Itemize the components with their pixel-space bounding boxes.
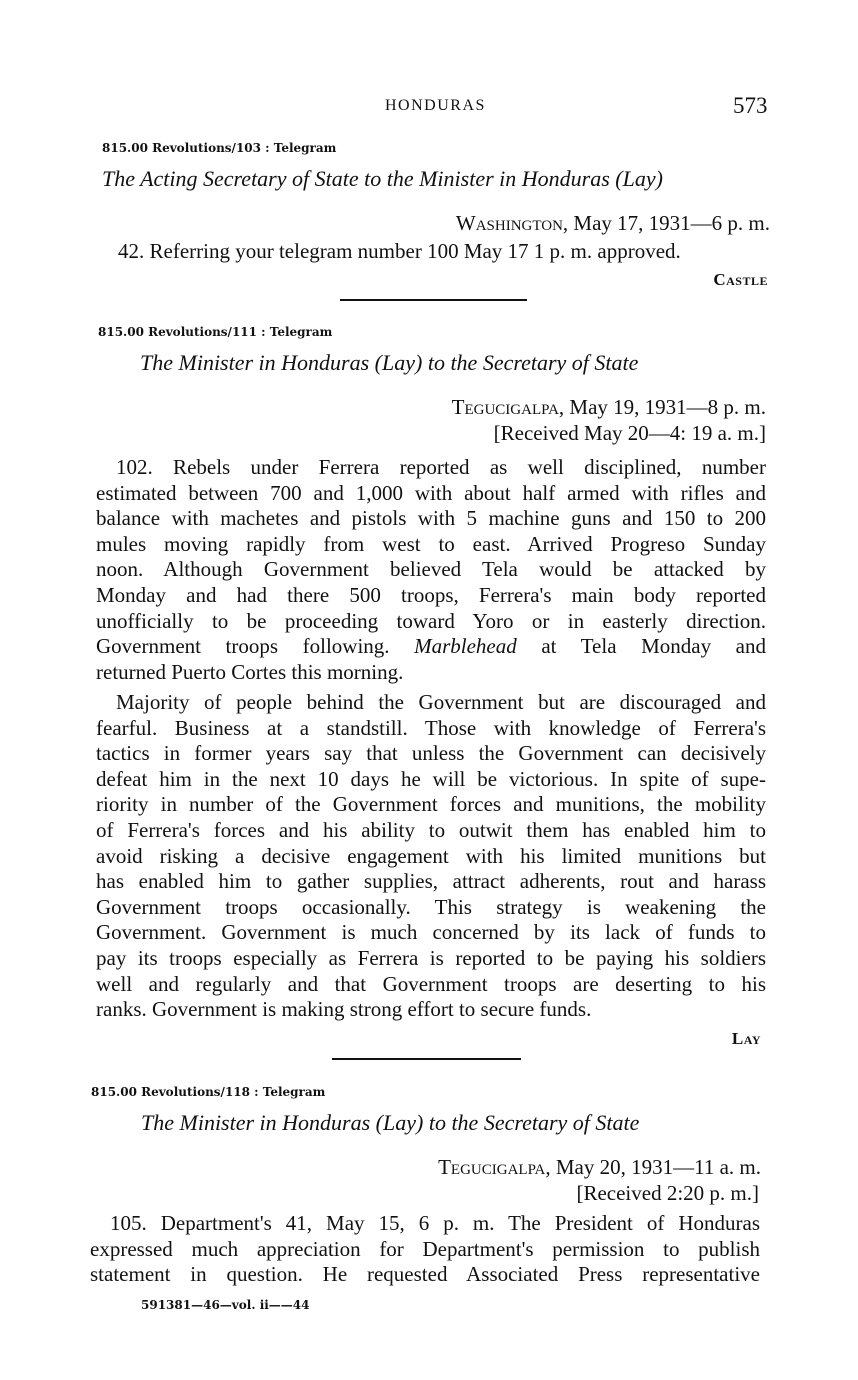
text-line: expressed much appreciation for Department's permission to publish — [90, 1236, 760, 1261]
text-line: pay its troops especially as Ferrera is reported to be paying his soldiers — [96, 945, 766, 970]
text-fragment: at Tela Monday and — [541, 634, 766, 659]
text-line: well and regularly and that Government troops are deserting to his — [96, 971, 766, 996]
text-line: defeat him in the next 10 days he will be victorious. In spite of supe- — [96, 766, 766, 791]
doc3-dateline-place: Tegucigalpa — [438, 1155, 546, 1179]
text-line: tactics in former years say that unless the Government can decisively — [96, 741, 766, 766]
running-head: HONDURAS — [385, 97, 486, 114]
doc1-title — [102, 166, 663, 192]
doc2-title: The Minister in Honduras (Lay) to the Secretary of State — [140, 350, 639, 375]
section-divider-1 — [340, 299, 527, 301]
doc1-dateline-place: Washington — [455, 211, 563, 235]
doc3-dateline — [438, 1155, 761, 1180]
doc2-dateline-rest: , May 19, 1931—8 p. m. — [558, 395, 766, 419]
doc2-file-reference: 815.00 Revolutions/111 : Telegram — [98, 325, 333, 339]
doc3-dateline-rest: , May 20, 1931—11 a. m. — [545, 1155, 761, 1179]
text-line: estimated between 700 and 1,000 with about half armed with rifles and — [96, 480, 766, 505]
ship-name: Marblehead — [414, 634, 517, 659]
doc1-title-post: ) — [655, 166, 663, 191]
doc3-received-note: [Received 2:20 p. m.] — [576, 1181, 759, 1205]
text-line: unofficially to be proceeding toward Yoro or in easterly direction. — [96, 608, 766, 633]
doc1-dateline — [456, 211, 770, 236]
doc2-signature: Lay — [731, 1029, 761, 1048]
doc1-signature: Castle — [713, 270, 768, 289]
text-line: balance with machetes and pistols with 5 machine guns and 150 to 200 — [96, 506, 766, 531]
page-number: 573 — [733, 93, 768, 118]
doc2-dateline — [452, 395, 766, 420]
text-line: mules moving rapidly from west to east. Arrived Progreso Sunday — [96, 531, 766, 556]
text-line: Majority of people behind the Government but are discouraged and — [116, 690, 766, 714]
doc2-paragraph-2 — [96, 690, 766, 1023]
doc1-title-name: Lay — [622, 166, 656, 191]
doc3-paragraph — [90, 1211, 760, 1288]
text-line: Monday and had there 500 troops, Ferrera's main body reported — [96, 582, 766, 607]
text-line: 102. Rebels under Ferrera reported as well disciplined, number — [116, 455, 766, 479]
text-line: avoid risking a decisive engagement with his limited munitions but — [96, 843, 766, 868]
text-line: riority in number of the Government forces and munitions, the mobility — [96, 792, 766, 817]
text-line: Government. Government is much concerned by its lack of funds to — [96, 920, 766, 945]
text-fragment: Government troops following. — [96, 634, 390, 659]
text-line-with-ship — [96, 634, 766, 660]
text-line: statement in question. He requested Associated Press representative — [90, 1262, 760, 1287]
doc2-received-note: [Received May 20—4: 19 a. m.] — [493, 421, 766, 445]
doc1-title-pre: The Acting Secretary of State to the Minister in Honduras ( — [102, 166, 623, 191]
text-line: 105. Department's 41, May 15, 6 p. m. The President of Honduras — [110, 1211, 760, 1235]
text-line: noon. Although Government believed Tela would be attacked by — [96, 557, 766, 582]
doc1-body: 42. Referring your telegram number 100 May 17 1 p. m. approved. — [118, 239, 681, 263]
doc3-file-reference: 815.00 Revolutions/118 : Telegram — [91, 1085, 326, 1099]
text-line: has enabled him to gather supplies, attract adherents, rout and harass — [96, 869, 766, 894]
doc2-dateline-place: Tegucigalpa — [451, 395, 559, 419]
text-line: returned Puerto Cortes this morning. — [96, 659, 404, 684]
doc3-title: The Minister in Honduras (Lay) to the Secretary of State — [141, 1110, 640, 1135]
text-line: of Ferrera's forces and his ability to outwit them has enabled him to — [96, 817, 766, 842]
text-line: fearful. Business at a standstill. Those with knowledge of Ferrera's — [96, 715, 766, 740]
text-line: ranks. Government is making strong effort to secure funds. — [96, 997, 592, 1022]
doc1-dateline-rest: , May 17, 1931—6 p. m. — [562, 211, 770, 235]
doc2-paragraph-1 — [96, 455, 766, 685]
text-line: Government troops occasionally. This strategy is weakening the — [96, 894, 766, 919]
section-divider-2 — [332, 1058, 521, 1060]
doc1-file-reference: 815.00 Revolutions/103 : Telegram — [102, 141, 337, 155]
printer-signature-line: 591381—46—vol. ii——44 — [141, 1298, 310, 1312]
